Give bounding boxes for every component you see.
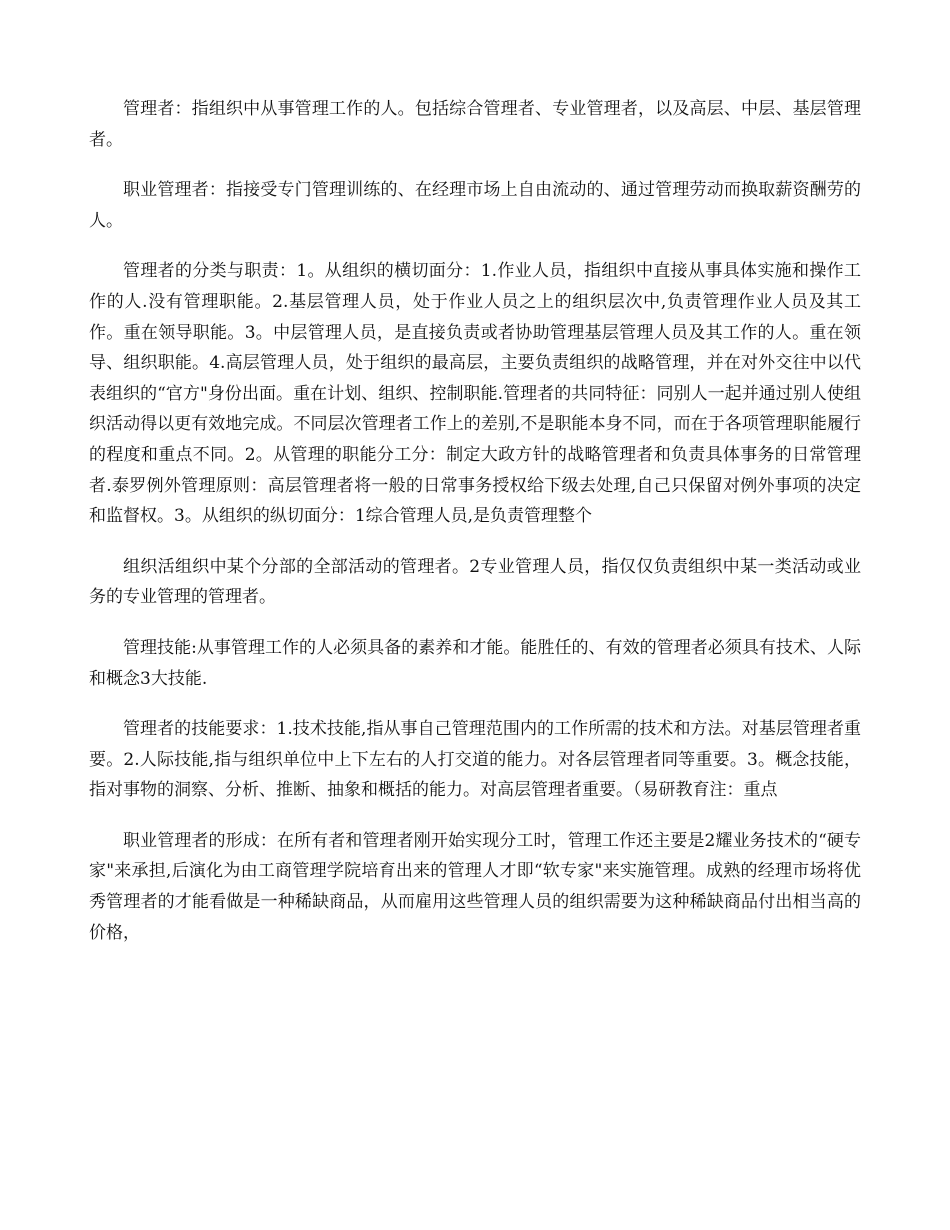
document-page: [89, 94, 861, 966]
paragraph-manager-definition: 管理者：指组织中从事管理工作的人。包括综合管理者、专业管理者，以及高层、中层、基层管理者。: [89, 99, 861, 150]
paragraph-department-manager: 组织活组织中某个分部的全部活动的管理者。2专业管理人员，指仅仅负责组织中某一类活动或业务的专业管理的管理者。: [89, 556, 861, 608]
paragraph-professional-manager: 职业管理者：指接受专门管理训练的、在经理市场上自由流动的、通过管理劳动而换取薪资酬劳的人。: [89, 180, 861, 231]
paragraph-manager-formation: 职业管理者的形成：在所有者和管理者刚开始实现分工时，管理工作还主要是2耀业务技术的“硬专家"来承担,后演化为由工商管理学院培育出来的管理人才即“软专家"来实施管理。成熟的经理市场将优秀管理者的才能看做是一种稀缺商品，从而雇用这些管理人员的组织需要为这种稀缺商品付出相当高的价格，: [89, 830, 861, 943]
paragraph-management-skills: 管理技能:从事管理工作的人必须具备的素养和才能。能胜任的、有效的管理者必须具有技术、人际和概念3大技能.: [89, 637, 861, 689]
paragraph-skill-requirements: 管理者的技能要求：1.技术技能,指从事自己管理范围内的工作所需的技术和方法。对基层管理者重要。2.人际技能,指与组织单位中上下左右的人打交道的能力。对各层管理者同等重要。3。概念技能，指对事物的洞察、分析、推断、抽象和概括的能力。对高层管理者重要。（易研教育注：重点: [89, 719, 861, 801]
paragraph-manager-classification: 管理者的分类与职责：1。从组织的横切面分：1.作业人员，指组织中直接从事具体实施和操作工作的人.没有管理职能。2.基层管理人员，处于作业人员之上的组织层次中,负责管理作业人员及其工作。重在领导职能。3。中层管理人员，是直接负责或者协助管理基层管理人员及其工作的人。重在领导、组织职能。4.高层管理人员，处于组织的最高层，主要负责组织的战略管理，并在对外交往中以代表组织的“官方"身份出面。重在计划、组织、控制职能.管理者的共同特征：同别人一起并通过别人使组织活动得以更有效地完成。不同层次管理者工作上的差别,不是职能本身不同，而在于各项管理职能履行的程度和重点不同。2。从管理的职能分工分：制定大政方针的战略管理者和负责具体事务的日常管理者.泰罗例外管理原则：高层管理者将一般的日常事务授权给下级去处理,自己只保留对例外事项的决定和监督权。3。从组织的纵切面分：1综合管理人员,是负责管理整个: [89, 261, 861, 527]
